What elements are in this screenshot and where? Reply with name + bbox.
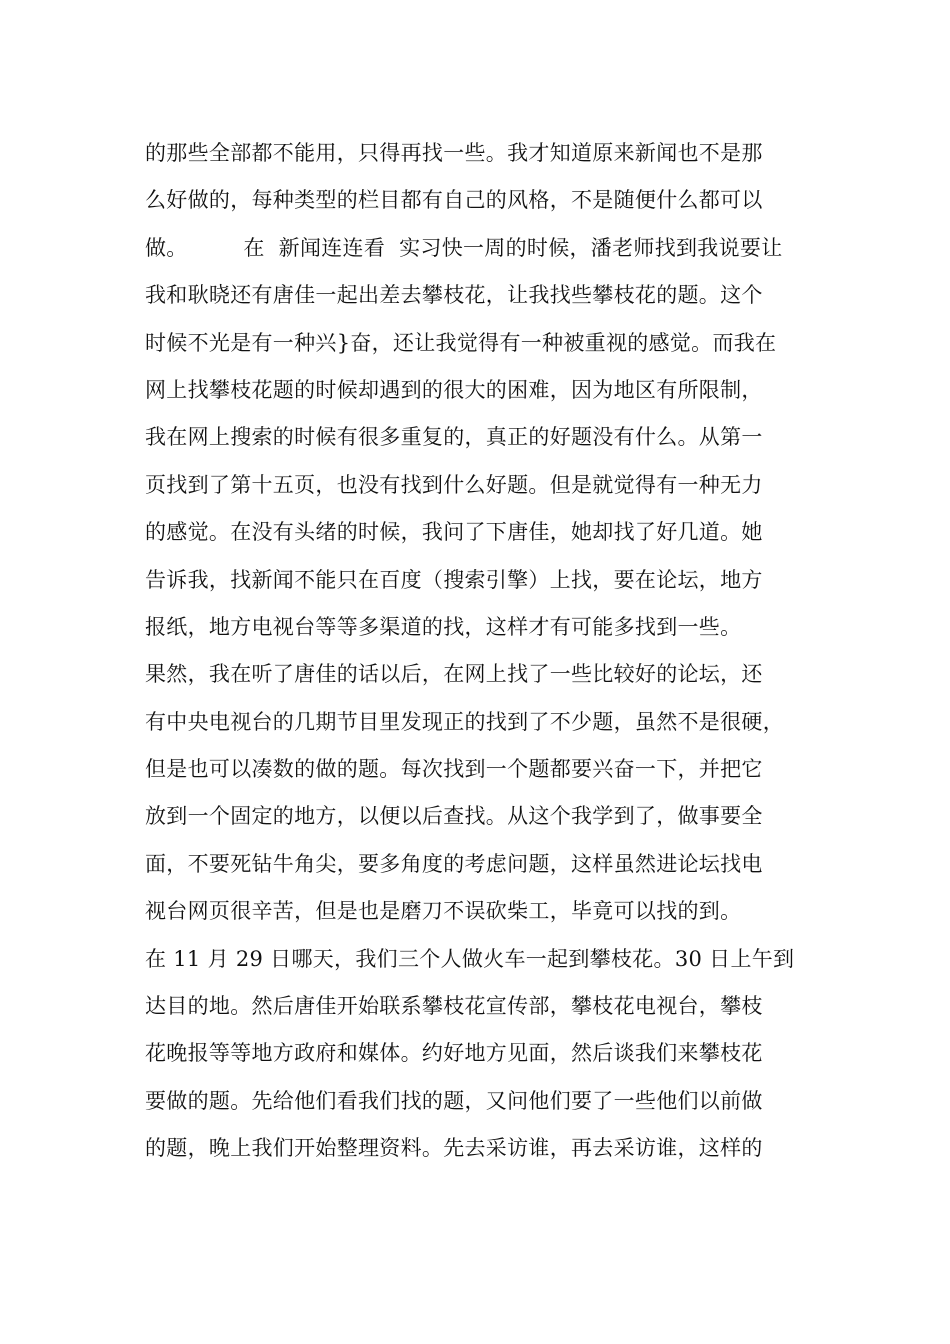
- text-line: 报纸，地方电视台等等多渠道的找，这样才有可能多找到一些。: [145, 614, 742, 639]
- body-text: [145, 130, 825, 1173]
- text-line: 放到一个固定的地方，以便以后查找。从这个我学到了，做事要全: [145, 804, 763, 829]
- text-line: 页找到了第十五页，也没有找到什么好题。但是就觉得有一种无力: [145, 472, 763, 497]
- text-line: 但是也可以凑数的做的题。每次找到一个题都要兴奋一下，并把它: [145, 757, 763, 782]
- text-line: 我和耿晓还有唐佳一起出差去攀枝花，让我找些攀枝花的题。这个: [145, 283, 763, 308]
- text-line: 做。 在 新闻连连看 实习快一周的时候，潘老师找到我说要让: [145, 235, 783, 260]
- text-line: 时候不光是有一种兴}奋，还让我觉得有一种被重视的感觉。而我在: [145, 330, 777, 355]
- text-line: 的那些全部都不能用，只得再找一些。我才知道原来新闻也不是那: [145, 141, 763, 165]
- text-line: 有中央电视台的几期节目里发现正的找到了不少题，虽然不是很硬，: [145, 709, 784, 734]
- text-line: 要做的题。先给他们看我们找的题，又问他们要了一些他们以前做: [145, 1088, 763, 1113]
- text-line: 告诉我，找新闻不能只在百度（搜索引擎）上找，要在论坛，地方: [145, 567, 763, 592]
- text-line: 网上找攀枝花题的时候却遇到的很大的困难，因为地区有所限制，: [145, 377, 763, 402]
- text-line: 我在网上搜索的时候有很多重复的，真正的好题没有什么。从第一: [145, 425, 763, 450]
- text-line: 在 11 月 29 日哪天，我们三个人做火车一起到攀枝花。30 日上午到: [145, 946, 795, 971]
- text-line: 达目的地。然后唐佳开始联系攀枝花宣传部，攀枝花电视台，攀枝: [145, 994, 763, 1019]
- text-line: 果然，我在听了唐佳的话以后，在网上找了一些比较好的论坛，还: [145, 662, 763, 687]
- text-line: 的题，晚上我们开始整理资料。先去采访谁，再去采访谁，这样的: [145, 1136, 763, 1161]
- text-line: 面，不要死钻牛角尖，要多角度的考虑问题，这样虽然进论坛找电: [145, 851, 763, 876]
- text-line: 花晚报等等地方政府和媒体。约好地方见面，然后谈我们来攀枝花: [145, 1041, 763, 1066]
- text-line: 的感觉。在没有头绪的时候，我问了下唐佳，她却找了好几道。她: [145, 520, 763, 545]
- text-line: 么好做的，每种类型的栏目都有自己的风格，不是随便什么都可以: [145, 188, 763, 213]
- text-line: 视台网页很辛苦，但是也是磨刀不误砍柴工，毕竟可以找的到。: [145, 899, 742, 924]
